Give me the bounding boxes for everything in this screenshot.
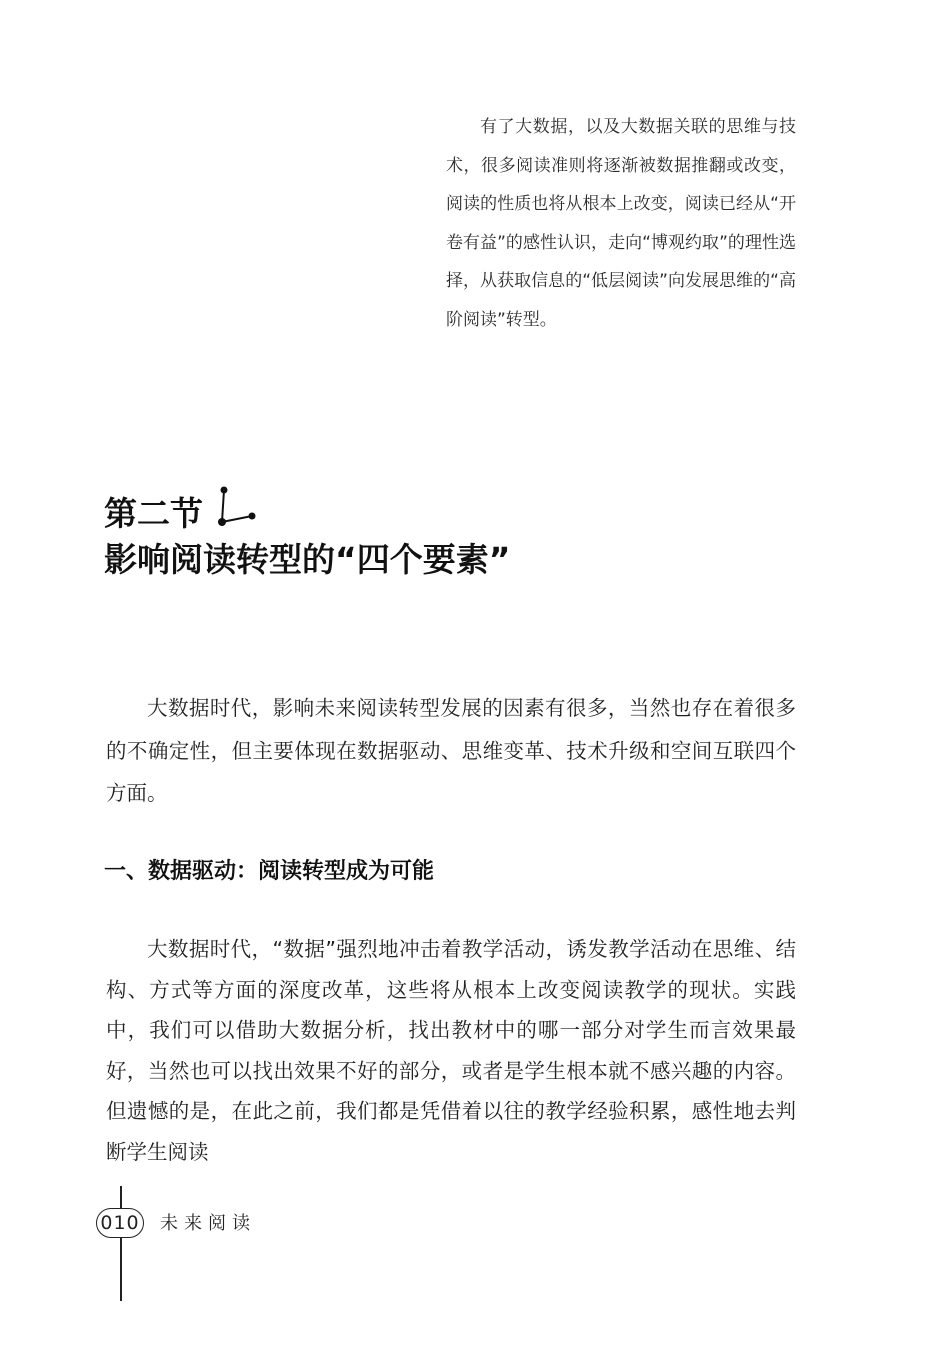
- intro-paragraph: 大数据时代，影响未来阅读转型发展的因素有很多，当然也存在着很多的不确定性，但主要体现在数据驱动、思维变革、技术升级和空间互联四个方面。: [106, 696, 796, 805]
- footer-divider-line: [120, 1186, 122, 1301]
- body-paragraph: 大数据时代，“数据”强烈地冲击着教学活动，诱发教学活动在思维、结构、方式等方面的深度改革，这些将从根本上改变阅读教学的现状。实践中，我们可以借助大数据分析，找出教材中的哪一部分对学生而言效果最好，当然也可以找出效果不好的部分，或者是学生根本就不感兴趣的内容。但遗憾的是，在此之前，我们都是凭借着以往的教学经验积累，感性地去判断学生阅读: [106, 937, 796, 1164]
- book-title: 未来阅读: [160, 1213, 256, 1234]
- constellation-icon: [210, 484, 260, 534]
- subsection-heading: 一、数据驱动：阅读转型成为可能: [104, 859, 435, 884]
- page-number: 010: [96, 1208, 144, 1238]
- abstract-paragraph: 有了大数据，以及大数据关联的思维与技术，很多阅读准则将逐渐被数据推翻或改变，阅读的性质也将从根本上改变，阅读已经从“开卷有益”的感性认识，走向“博观约取”的理性选择，从获取信息的“低层阅读”向发展思维的“高阶阅读”转型。: [446, 117, 796, 330]
- section-label: 第二节: [104, 494, 203, 533]
- section-title: 影响阅读转型的“四个要素”: [104, 540, 511, 579]
